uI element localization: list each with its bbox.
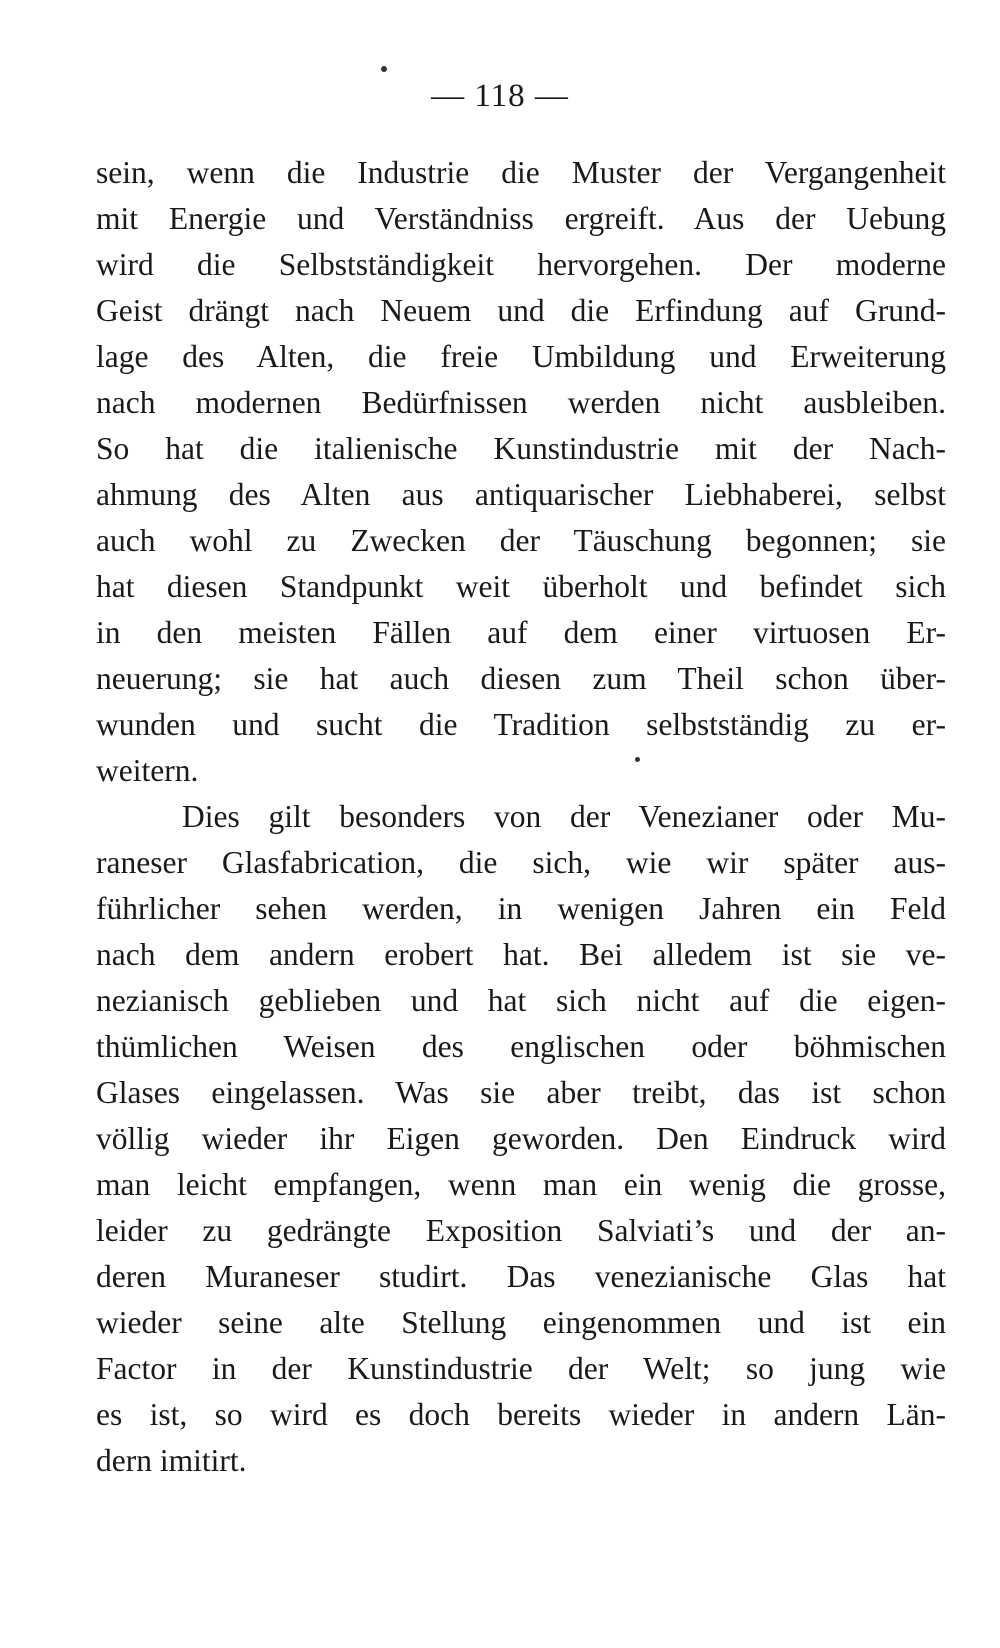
text-line: nezianisch geblieben und hat sich nicht auf die eigen- xyxy=(96,983,946,1018)
body-text xyxy=(96,150,946,1484)
text-line: leider zu gedrängte Exposition Salviati’s und der an- xyxy=(96,1213,946,1248)
text-line: hat diesen Standpunkt weit überholt und befindet sich xyxy=(96,569,946,604)
text-line: mit Energie und Verständniss ergreift. Aus der Uebung xyxy=(96,201,946,236)
text-line: Dies gilt besonders von der Venezianer oder Mu- xyxy=(182,799,946,834)
text-line: dern imitirt. xyxy=(96,1443,247,1478)
text-line: Glases eingelassen. Was sie aber treibt, das ist schon xyxy=(96,1075,946,1110)
text-line: man leicht empfangen, wenn man ein wenig die grosse, xyxy=(96,1167,946,1202)
text-line: ahmung des Alten aus antiquarischer Liebhaberei, selbst xyxy=(96,477,946,512)
page-number: — 118 — xyxy=(431,78,569,114)
text-line: in den meisten Fällen auf dem einer virtuosen Er- xyxy=(96,615,946,650)
text-line: völlig wieder ihr Eigen geworden. Den Eindruck wird xyxy=(96,1121,946,1156)
text-line: wird die Selbstständigkeit hervorgehen. Der moderne xyxy=(96,247,946,282)
text-line: wunden und sucht die Tradition selbstständig zu er- xyxy=(96,707,946,742)
text-line: weitern. xyxy=(96,753,199,788)
text-line: nach modernen Bedürfnissen werden nicht ausbleiben. xyxy=(96,385,946,420)
paragraph-1 xyxy=(96,150,946,794)
paragraph-2 xyxy=(96,794,946,1484)
text-line: wieder seine alte Stellung eingenommen und ist ein xyxy=(96,1305,946,1340)
text-line: raneser Glasfabrication, die sich, wie wir später aus- xyxy=(96,845,946,880)
text-line: es ist, so wird es doch bereits wieder in andern Län- xyxy=(96,1397,946,1432)
text-line: deren Muraneser studirt. Das venezianische Glas hat xyxy=(96,1259,946,1294)
text-line: sein, wenn die Industrie die Muster der Vergangenheit xyxy=(96,155,946,190)
text-line: führlicher sehen werden, in wenigen Jahren ein Feld xyxy=(96,891,946,926)
text-line: Geist drängt nach Neuem und die Erfindung auf Grund- xyxy=(96,293,946,328)
text-line: nach dem andern erobert hat. Bei alledem ist sie ve- xyxy=(96,937,946,972)
text-line: thümlichen Weisen des englischen oder böhmischen xyxy=(96,1029,946,1064)
text-line: neuerung; sie hat auch diesen zum Theil schon über- xyxy=(96,661,946,696)
text-line: So hat die italienische Kunstindustrie mit der Nach- xyxy=(96,431,946,466)
text-line: lage des Alten, die freie Umbildung und Erweiterung xyxy=(96,339,946,374)
text-line: auch wohl zu Zwecken der Täuschung begonnen; sie xyxy=(96,523,946,558)
text-line: Factor in der Kunstindustrie der Welt; so jung wie xyxy=(96,1351,946,1386)
ink-speck xyxy=(381,66,387,72)
